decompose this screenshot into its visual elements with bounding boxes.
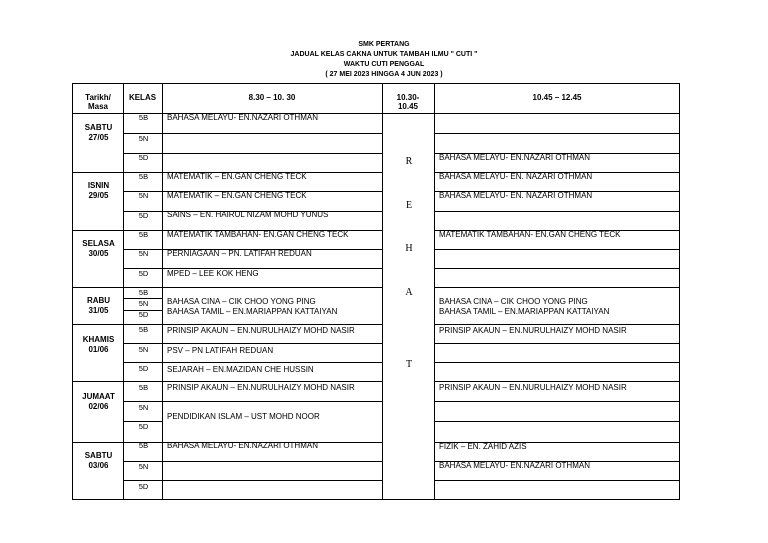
col-header-tarikh-line1: Tarikh/ [85,93,111,102]
class-label: 5N [138,249,149,258]
slot1-entry: PENDIDIKAN ISLAM – UST MOHD NOOR [167,412,320,421]
col-header-kelas: KELAS [128,93,157,102]
class-label: 5N [138,403,149,412]
day-name: SELASA [82,239,115,248]
col-header-rehat-line1: 10.30- [396,93,420,102]
day-name: SABTU [84,451,113,460]
row-divider [434,362,679,363]
slot1-entry: PRINSIP AKAUN – EN.NURULHAIZY MOHD NASIR [167,326,355,335]
class-label: 5D [138,269,149,278]
class-label: 5D [138,153,149,162]
row-divider [434,401,679,402]
rehat-letter: T [405,359,413,370]
slot1-entry: PRINSIP AKAUN – EN.NURULHAIZY MOHD NASIR [167,383,355,392]
class-label: 5D [138,310,149,319]
slot2-entry: BAHASA MELAYU- EN.NAZARI OTHMAN [439,153,590,162]
date-range: ( 27 MEI 2023 HINGGA 4 JUN 2023 ) [325,71,443,78]
day-divider [434,324,679,325]
day-name: RABU [86,296,111,305]
slot1-entry: SAINS – EN. HAIRUL NIZAM MOHD YUNUS [167,210,329,219]
class-label: 5B [138,288,149,297]
slot1-entry: MATEMATIK – EN.GAN CHENG TECK [167,172,307,181]
class-label: 5N [138,191,149,200]
class-label: 5N [138,134,149,143]
row-divider [434,249,679,250]
col-header-slot1: 8.30 – 10. 30 [248,93,296,102]
day-name: ISNIN [87,181,110,190]
row-divider [434,211,679,212]
rehat-letter: A [405,287,413,298]
rehat-letter: R [405,156,413,167]
class-label: 5B [138,383,149,392]
day-name: SABTU [84,123,113,132]
class-label: 5B [138,441,149,450]
day-name: KHAMIS [82,335,115,344]
day-divider [434,381,679,382]
rehat-letter: H [405,243,413,254]
class-label: 5D [138,422,149,431]
class-label: 5B [138,113,149,122]
class-label: 5B [138,172,149,181]
timetable-subtitle: WAKTU CUTI PENGGAL [343,61,425,68]
slot2-entry: BAHASA TAMIL – EN.MARIAPPAN KATTAIYAN [439,307,610,316]
day-date: 02/06 [88,402,109,411]
timetable [72,83,680,500]
row-divider [434,480,679,481]
col-header-rehat-line2: 10.45 [397,102,419,111]
row-divider [73,113,679,114]
col-header-slot2: 10.45 – 12.45 [532,93,582,102]
row-divider [434,343,679,344]
slot2-entry: FIZIK – EN. ZAHID AZIS [439,442,527,451]
day-date: 27/05 [88,133,109,142]
row-divider [434,421,679,422]
class-label: 5N [138,462,149,471]
slot1-entry: BAHASA MELAYU- EN.NAZARI OTHMAN [167,441,318,450]
col-header-tarikh-line2: Masa [87,102,108,111]
class-label: 5N [138,345,149,354]
day-divider [434,287,679,288]
day-divider [73,324,382,325]
row-divider [434,268,679,269]
day-date: 29/05 [88,191,109,200]
slot1-entry: PSV – PN LATIFAH REDUAN [167,346,274,355]
class-label: 5D [138,482,149,491]
slot1-entry: BAHASA TAMIL – EN.MARIAPPAN KATTAIYAN [167,307,338,316]
rehat-letter: E [405,200,413,211]
day-name: JUMAAT [82,392,115,401]
day-date: 31/05 [88,306,109,315]
school-name: SMK PERTANG [358,41,410,48]
slot2-entry: MATEMATIK TAMBAHAN- EN.GAN CHENG TECK [439,230,621,239]
class-label: 5B [138,230,149,239]
row-divider [123,480,382,481]
row-divider [123,343,382,344]
class-label: 5D [138,211,149,220]
row-divider [123,401,382,402]
slot1-entry: BAHASA MELAYU- EN.NAZARI OTHMAN [167,113,318,122]
slot1-entry: MATEMATIK TAMBAHAN- EN.GAN CHENG TECK [167,230,349,239]
slot1-entry: SEJARAH – EN.MAZIDAN CHE HUSSIN [167,365,314,374]
day-divider [73,287,382,288]
timetable-title: JADUAL KELAS CAKNA UNTUK TAMBAH ILMU " CUTI " [290,51,478,58]
class-label: 5D [138,364,149,373]
row-divider [434,133,679,134]
slot2-entry: BAHASA CINA – CIK CHOO YONG PING [439,297,588,306]
slot2-entry: BAHASA MELAYU- EN. NAZARI OTHMAN [439,191,593,200]
class-label: 5B [138,325,149,334]
slot1-entry: MATEMATIK – EN.GAN CHENG TECK [167,191,307,200]
slot1-entry: PERNIAGAAN – PN. LATIFAH REDUAN [167,249,312,258]
row-divider [123,362,382,363]
slot2-entry: PRINSIP AKAUN – EN.NURULHAIZY MOHD NASIR [439,326,627,335]
slot1-entry: MPED – LEE KOK HENG [167,269,259,278]
slot2-entry: BAHASA MELAYU- EN. NAZARI OTHMAN [439,172,593,181]
day-date: 30/05 [88,249,109,258]
slot1-entry: BAHASA CINA – CIK CHOO YONG PING [167,297,316,306]
day-date: 03/06 [88,461,109,470]
day-date: 01/06 [88,345,109,354]
day-divider [73,381,382,382]
slot2-entry: BAHASA MELAYU- EN.NAZARI OTHMAN [439,461,590,470]
class-label: 5N [138,299,149,308]
slot2-entry: PRINSIP AKAUN – EN.NURULHAIZY MOHD NASIR [439,383,627,392]
